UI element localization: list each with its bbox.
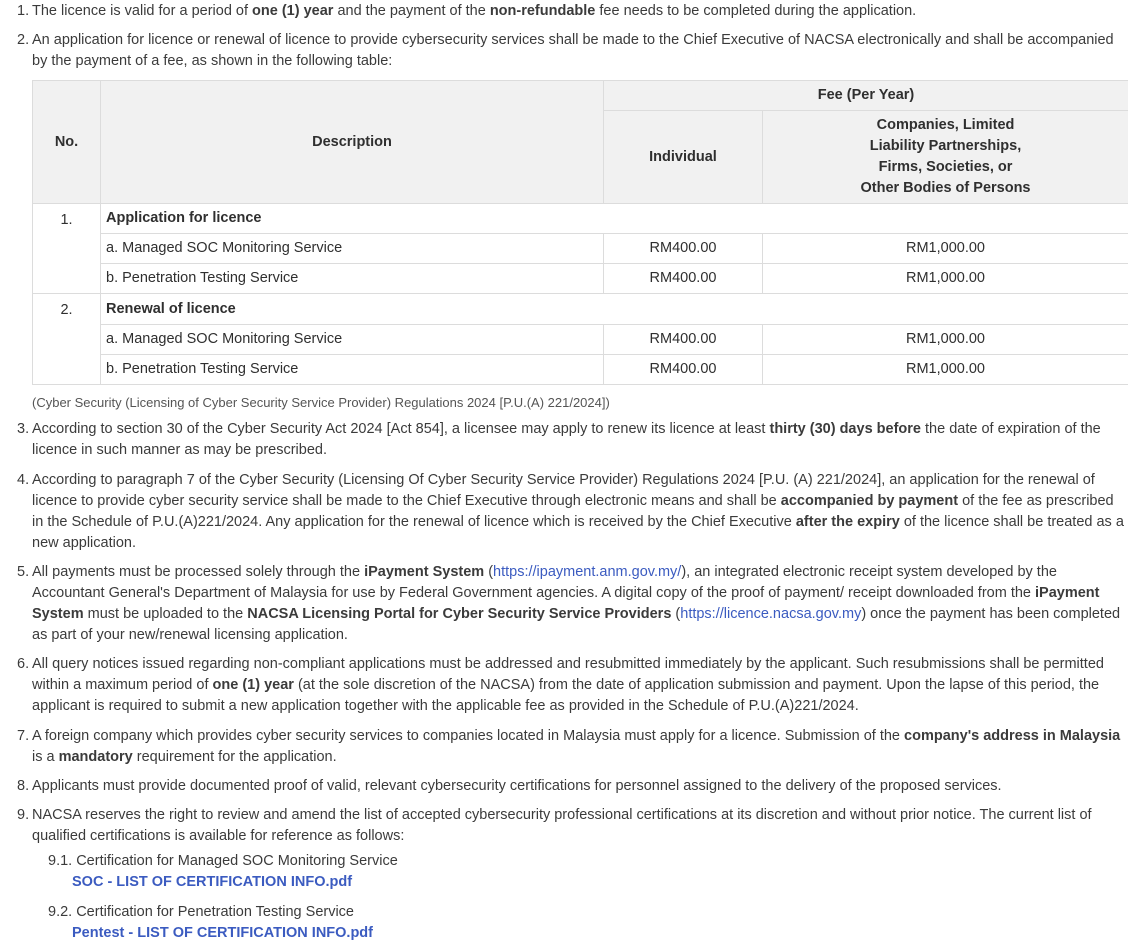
item-bold: one (1) year bbox=[252, 3, 334, 19]
item-text: the date of expiration of the licence in such manner as may be prescribed. bbox=[32, 421, 1101, 458]
item-text: is a bbox=[32, 749, 59, 765]
list-item-6 bbox=[0, 654, 1128, 717]
table-row bbox=[33, 325, 1128, 355]
list-item-1 bbox=[0, 1, 1128, 22]
item-text: of the licence shall be treated as a new application. bbox=[32, 514, 1124, 551]
list-number: 6. bbox=[17, 656, 30, 672]
item-text: must be uploaded to the bbox=[83, 606, 248, 622]
subitem-label-soc: 9.1. Certification for Managed SOC Monitoring Service bbox=[48, 853, 398, 869]
item-text: of the fee as prescribed in the Schedule of P.U.(A)221/2024. Any application for the renewal of licence which is received by the Chief Executive bbox=[32, 493, 1114, 530]
licence-portal-link[interactable]: https://licence.nacsa.gov.my bbox=[680, 606, 862, 622]
row-number: 2. bbox=[33, 294, 101, 385]
row-individual-fee: RM400.00 bbox=[604, 355, 763, 385]
list-item-4 bbox=[0, 470, 1128, 554]
item-bold: iPayment System bbox=[364, 564, 485, 580]
item-text: An application for licence or renewal of licence to provide cybersecurity services shall be made to the Chief Executive of NACSA electronically and shall be accompanied by the payment of a fee, as shown in the following table: bbox=[32, 32, 1114, 69]
group-title: Renewal of licence bbox=[101, 294, 1128, 325]
list-number: 1. bbox=[17, 3, 30, 19]
list-number: 2. bbox=[17, 32, 30, 48]
row-company-fee: RM1,000.00 bbox=[763, 234, 1128, 264]
item-text: NACSA reserves the right to review and amend the list of accepted cybersecurity professional certifications at its discretion and without prior notice. The current list of qualified certifications is available for reference as follows: bbox=[32, 807, 1092, 844]
item-bold: after the expiry bbox=[795, 514, 900, 530]
table-row bbox=[33, 355, 1128, 385]
item-text: ), an integrated electronic receipt system developed by the Accountant General's Department of Malaysia for use by Federal Government agencies. A digital copy of the proof of payment/ receipt downloaded from the bbox=[32, 564, 1057, 601]
soc-certification-pdf-link[interactable]: SOC - LIST OF CERTIFICATION INFO.pdf bbox=[72, 874, 353, 890]
item-bold: NACSA Licensing Portal for Cyber Security Service Providers bbox=[247, 606, 672, 622]
item-text: requirement for the application. bbox=[132, 749, 337, 765]
list-item-9 bbox=[0, 805, 1128, 847]
item-text: According to section 30 of the Cyber Security Act 2024 [Act 854], a licensee may apply to renew its licence at least bbox=[32, 421, 770, 437]
row-individual-fee: RM400.00 bbox=[604, 325, 763, 355]
list-number: 3. bbox=[17, 421, 30, 437]
item-text: ( bbox=[671, 606, 681, 622]
table-caption: (Cyber Security (Licensing of Cyber Security Service Provider) Regulations 2024 [P.U.(A) 221/2024]) bbox=[32, 395, 610, 410]
list-item-7 bbox=[0, 726, 1128, 768]
header-description: Description bbox=[101, 81, 604, 204]
row-individual-fee: RM400.00 bbox=[604, 234, 763, 264]
list-number: 7. bbox=[17, 728, 30, 744]
table-row bbox=[33, 204, 1128, 234]
list-number: 5. bbox=[17, 564, 30, 580]
item-bold: mandatory bbox=[58, 749, 133, 765]
item-bold: company's address in Malaysia bbox=[904, 728, 1121, 744]
item-text: fee needs to be completed during the application. bbox=[595, 3, 917, 19]
row-number: 1. bbox=[33, 204, 101, 294]
pentest-certification-pdf-link[interactable]: Pentest - LIST OF CERTIFICATION INFO.pdf bbox=[72, 925, 373, 941]
list-item-2 bbox=[0, 30, 1128, 72]
list-item-8 bbox=[0, 776, 1128, 797]
row-company-fee: RM1,000.00 bbox=[763, 355, 1128, 385]
item-bold: one (1) year bbox=[212, 677, 294, 693]
item-text: ) once the payment has been completed as part of your new/renewal licensing application. bbox=[32, 606, 1121, 643]
table-row bbox=[33, 294, 1128, 325]
list-item-5 bbox=[0, 562, 1128, 646]
fee-table bbox=[32, 80, 1128, 385]
row-description: b. Penetration Testing Service bbox=[101, 355, 604, 385]
item-text: ( bbox=[484, 564, 494, 580]
list-number: 8. bbox=[17, 778, 30, 794]
item-bold: accompanied by payment bbox=[780, 493, 959, 509]
item-text: The licence is valid for a period of bbox=[32, 3, 253, 19]
list-item-3 bbox=[0, 419, 1128, 461]
item-text: and the payment of the bbox=[333, 3, 490, 19]
table-row bbox=[33, 234, 1128, 264]
table-row bbox=[33, 264, 1128, 294]
row-description: a. Managed SOC Monitoring Service bbox=[101, 234, 604, 264]
header-companies: Companies, Limited Liability Partnerships, Firms, Societies, or Other Bodies of Persons bbox=[763, 111, 1128, 204]
header-fee: Fee (Per Year) bbox=[604, 81, 1128, 111]
item-bold: thirty (30) days before bbox=[769, 421, 921, 437]
group-title: Application for licence bbox=[101, 204, 1128, 234]
item-text: A foreign company which provides cyber security services to companies located in Malaysia must apply for a licence. Submission of the bbox=[32, 728, 905, 744]
row-description: a. Managed SOC Monitoring Service bbox=[101, 325, 604, 355]
item-text: All query notices issued regarding non-compliant applications must be addressed and resubmitted immediately by the applicant. Such resubmissions shall be permitted within a maximum period of bbox=[32, 656, 1104, 693]
item-bold: iPayment System bbox=[32, 585, 1100, 622]
item-text: Applicants must provide documented proof of valid, relevant cybersecurity certifications for personnel assigned to the delivery of the proposed services. bbox=[32, 778, 1002, 794]
item-text: (at the sole discretion of the NACSA) from the date of application submission and payment. Upon the lapse of this period, the applicant is required to submit a new application together with the applicable fee as provided in the Schedule of P.U.(A)221/2024. bbox=[32, 677, 1100, 714]
row-description: b. Penetration Testing Service bbox=[101, 264, 604, 294]
item-text: According to paragraph 7 of the Cyber Security (Licensing Of Cyber Security Service Provider) Regulations 2024 [P.U. (A) 221/2024], an application for the renewal of licence to provide cyber security service shall be made to the Chief Executive through electronic means and shall be bbox=[32, 472, 1095, 509]
row-company-fee: RM1,000.00 bbox=[763, 325, 1128, 355]
list-number: 9. bbox=[17, 807, 30, 823]
row-individual-fee: RM400.00 bbox=[604, 264, 763, 294]
item-bold: non-refundable bbox=[489, 3, 596, 19]
item-text: All payments must be processed solely through the bbox=[32, 564, 365, 580]
header-no: No. bbox=[33, 81, 101, 204]
header-individual: Individual bbox=[604, 111, 763, 204]
row-company-fee: RM1,000.00 bbox=[763, 264, 1128, 294]
list-number: 4. bbox=[17, 472, 30, 488]
ipayment-link[interactable]: https://ipayment.anm.gov.my/ bbox=[493, 564, 682, 580]
subitem-label-pentest: 9.2. Certification for Penetration Testing Service bbox=[48, 904, 355, 920]
